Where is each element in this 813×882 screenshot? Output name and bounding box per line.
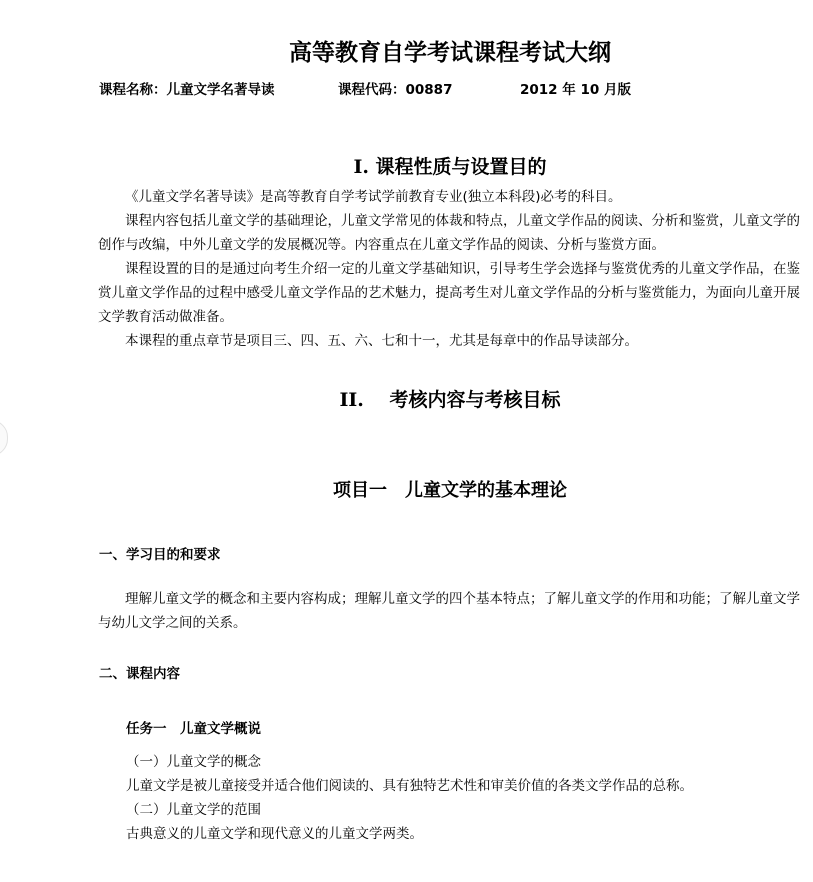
paragraph: 课程内容包括儿童文学的基础理论，儿童文学常见的体裁和特点，儿童文学作品的阅读、分析和鉴赏，儿童文学的创作与改编，中外儿童文学的发展概况等。内容重点在儿童文学作品的阅读、分析与鉴赏方面。 (98, 213, 800, 253)
paragraph: 理解儿童文学的概念和主要内容构成；理解儿童文学的四个基本特点；了解儿童文学的作用和功能；了解儿童文学与幼儿文学之间的关系。 (98, 591, 800, 631)
paragraph: 课程设置的目的是通过向考生介绍一定的儿童文学基础知识，引导考生学会选择与鉴赏优秀的儿童文学作品，在鉴赏儿童文学作品的过程中感受儿童文学作品的艺术魅力，提高考生对儿童文学作品的分析与鉴赏能力，为面向儿童开展文学教育活动做准备。 (98, 261, 800, 325)
document-title: 高等教育自学考试课程考试大纲 (289, 39, 611, 66)
subsection-heading: （一）儿童文学的概念 (126, 754, 261, 770)
paragraph: 《儿童文学名著导读》是高等教育自学考试学前教育专业(独立本科段)必考的科目。 (125, 189, 622, 205)
section-1-body (98, 185, 803, 353)
subsection-text: 古典意义的儿童文学和现代意义的儿童文学两类。 (126, 826, 423, 842)
purpose-body (98, 587, 803, 635)
paragraph: 本课程的重点章节是项目三、四、五、六、七和十一，尤其是每章中的作品导读部分。 (125, 333, 638, 349)
task-heading: 任务一 儿童文学概说 (126, 721, 261, 737)
course-code: 课程代码：00887 (338, 82, 453, 98)
subsection-text: 儿童文学是被儿童接受并适合他们阅读的、具有独特艺术性和审美价值的各类文学作品的总称。 (126, 778, 693, 794)
side-scroll-handle[interactable] (0, 420, 8, 456)
edition-date: 2012 年 10 月版 (520, 82, 631, 98)
course-name: 课程名称：儿童文学名著导读 (99, 82, 275, 98)
project-heading: 项目一 儿童文学的基本理论 (333, 480, 567, 501)
purpose-heading: 一、学习目的和要求 (99, 547, 221, 563)
subsection-heading: （二）儿童文学的范围 (126, 802, 261, 818)
content-heading: 二、课程内容 (99, 666, 180, 682)
section-heading-1: I. 课程性质与设置目的 (353, 156, 547, 178)
section-heading-2: II. 考核内容与考核目标 (339, 389, 561, 411)
